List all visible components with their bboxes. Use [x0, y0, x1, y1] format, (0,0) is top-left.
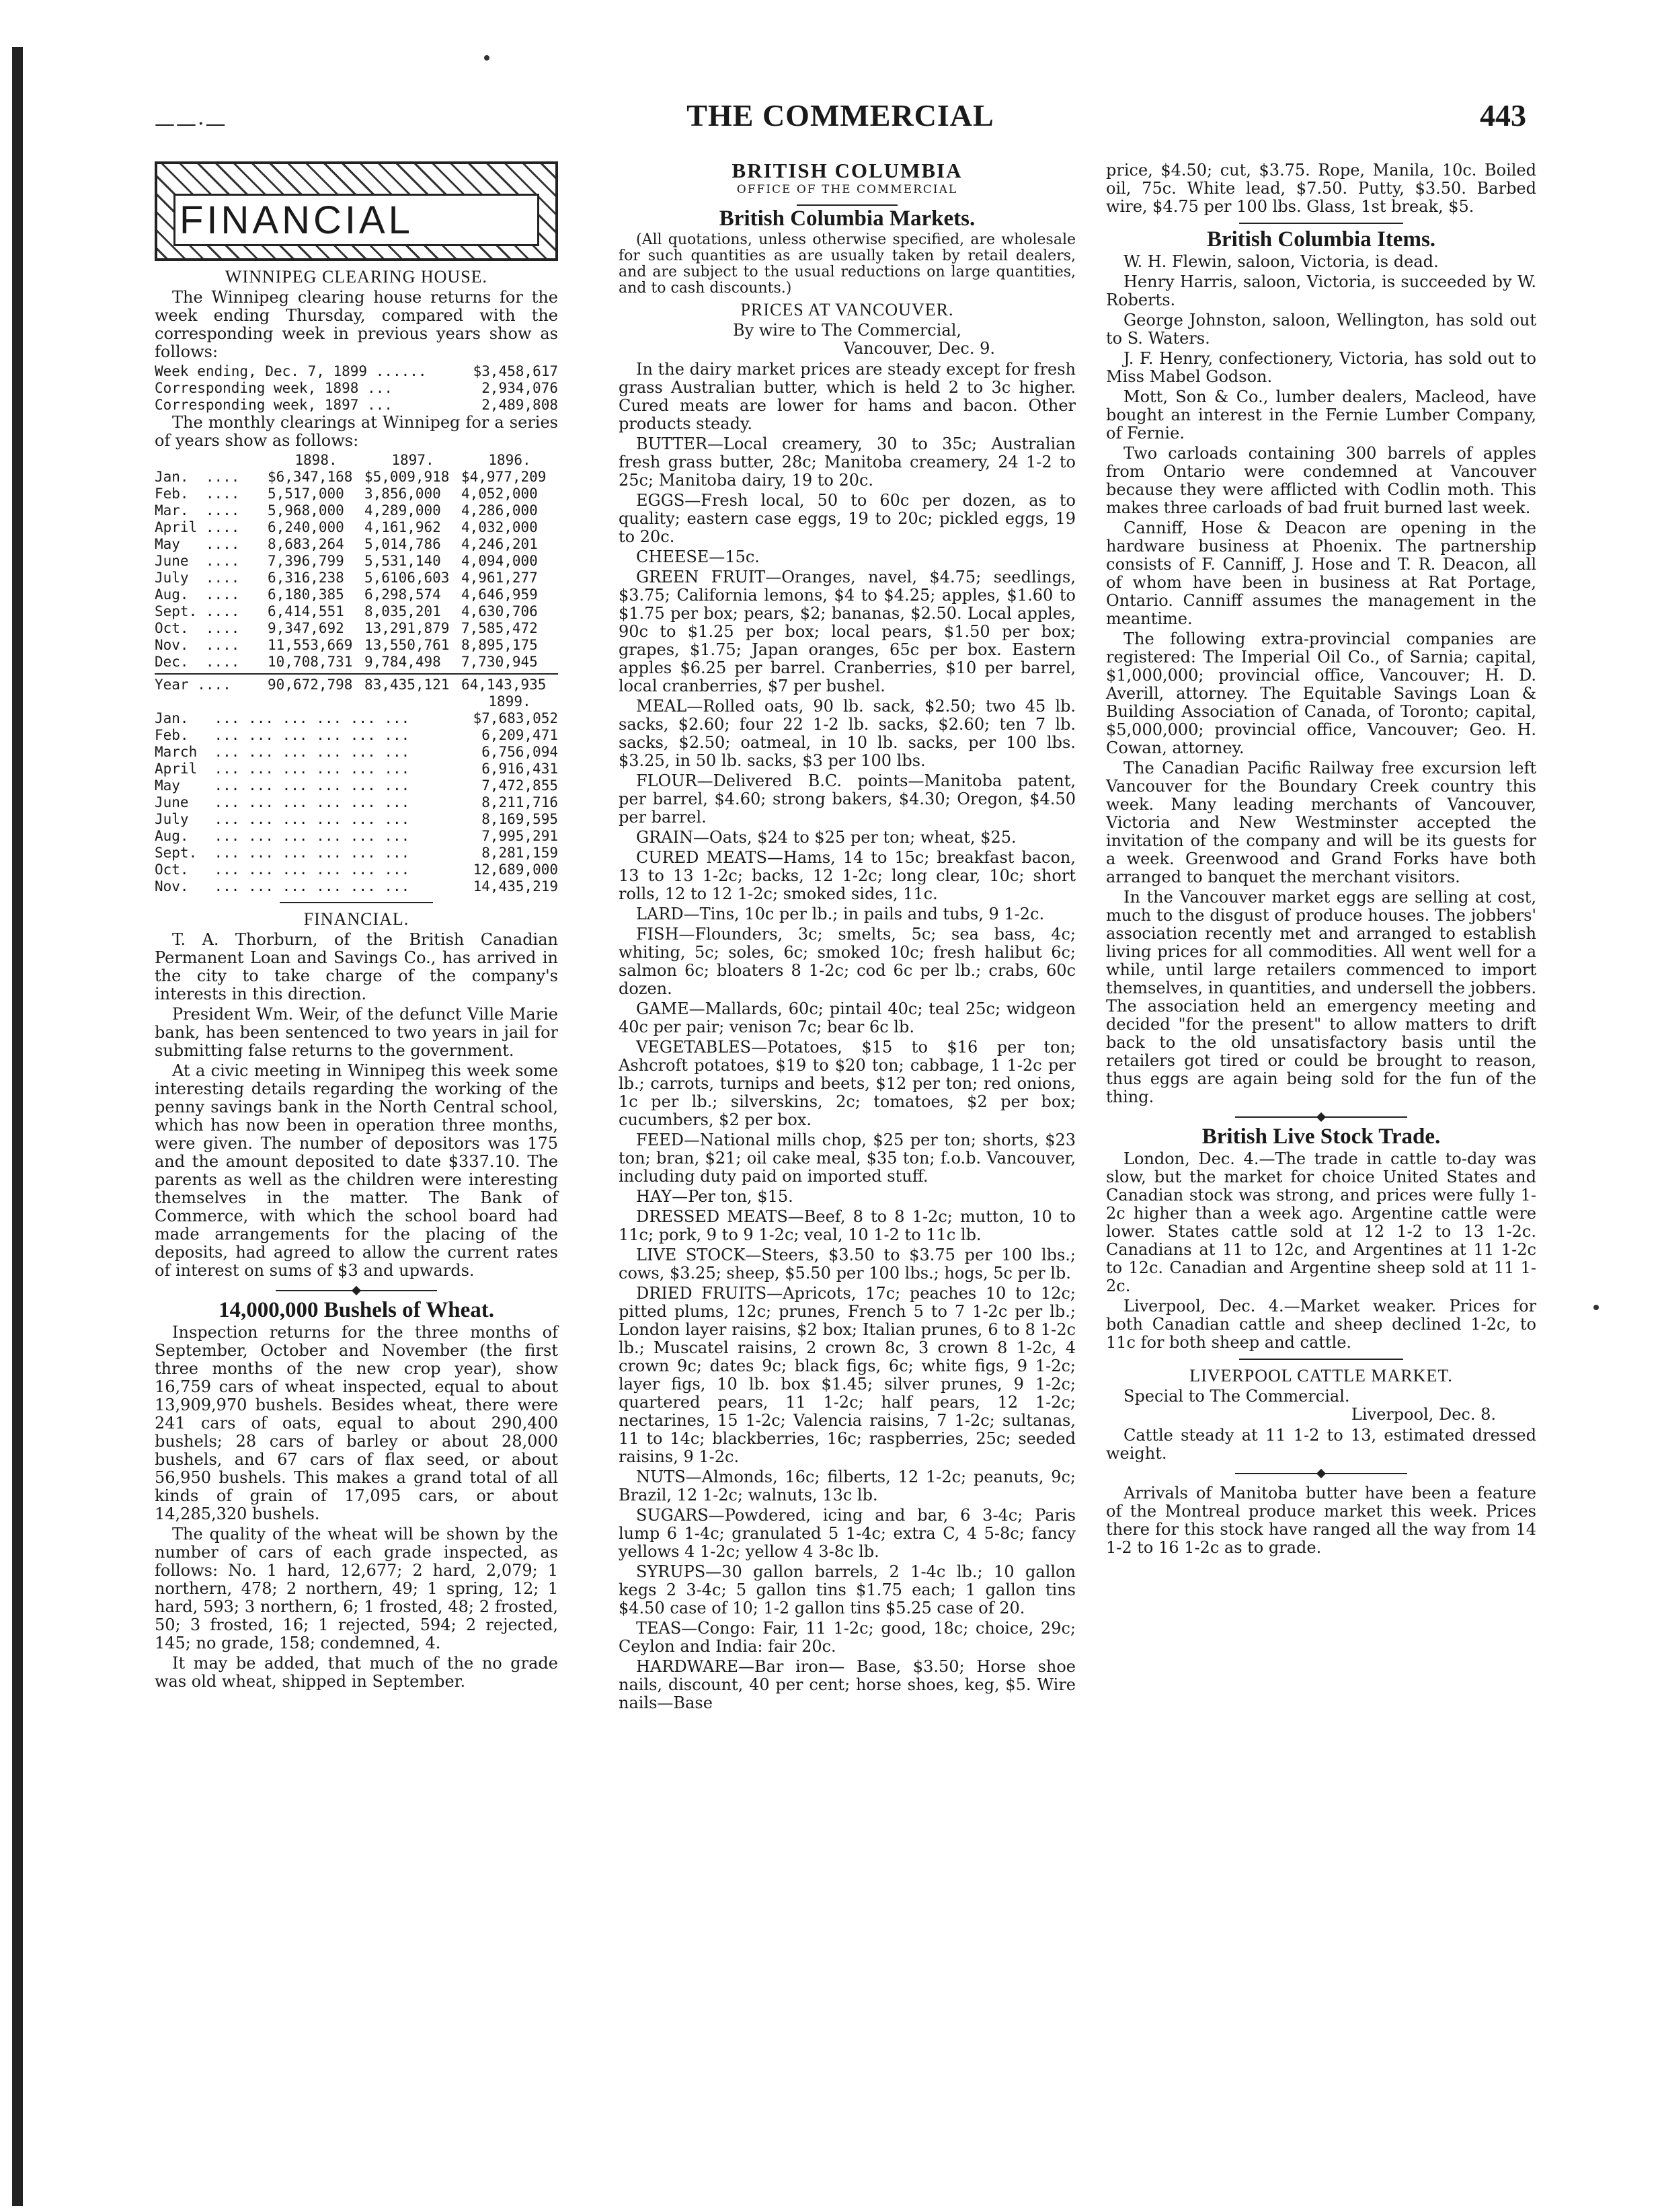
table-row — [155, 486, 558, 502]
news-item: The following extra-provincial companies are registered: The Imperial Oil Co., of Sarnia; capital, $1,000,000; provincial office, Vancouver; H. D. Averill, attorney. The Equitable Savings Loan & Building Association of Canada, of Toronto; capital, $5,000,000; provincial office, Vancouver; Geo. H. Cowan, attorney. — [1106, 630, 1536, 757]
cell: 6,916,431 — [481, 761, 558, 777]
quotation-paragraph: DRIED FRUITS—Apricots, 17c; peaches 10 to 12c; pitted plums, 12c; prunes, French 5 to 7 1-2c per lb.; London layer raisins, $2 box; Italian prunes, 6 to 8 1-2c lb.; Muscatel raisins, 2 crown 8c, 3 crown 8 1-2c, 4 crown 9c; dates 9c; black figs, 6c; white figs, 9 1-2c; layer figs, 10 lb. box $1.45; silver prunes, 9 1-2c; quartered pears, 11 1-2c; half pears, 12 1-2c; nectarines, 15 1-2c; Valencia raisins, 7 1-2c; sultanas, 11 to 14c; blackberries, 16c; raspberries, 25c; seeded raisins, 9 1-2c. — [619, 1284, 1076, 1466]
markets-heading: British Columbia Markets. — [719, 206, 976, 231]
cell: Corresponding week, 1897 ... — [155, 397, 393, 413]
clearing-house-heading: WINNIPEG CLEARING HOUSE. — [225, 267, 488, 287]
cell: Feb. .... — [155, 486, 240, 502]
quotation-paragraph: GREEN FRUIT—Oranges, navel, $4.75; seedlings, $3.75; California lemons, $4 to $4.25; apples, $1.60 to $1.75 per box; pears, $2; bananas, $2.50. Local apples, 90c to $1.25 per box; local pears, $1.50 per box; grapes, $1.75; Japan oranges, 65c per box. Eastern apples $6.25 per barrel. Cranberries, $10 per barrel, local cranberries, $7 per bushel. — [619, 568, 1076, 695]
speck — [1593, 1305, 1599, 1310]
weekly-clearings — [155, 363, 558, 414]
cell: Mar. .... — [155, 502, 240, 519]
table-row — [155, 536, 558, 553]
cell: Sept. .... — [155, 603, 240, 619]
publication-title: THE COMMERCIAL — [686, 98, 994, 132]
cell: 5,517,000 — [268, 486, 344, 502]
wheat-article — [155, 1324, 558, 1691]
page-number: 443 — [1480, 98, 1526, 132]
cell: 12,689,000 — [473, 862, 558, 878]
cell: April ... ... ... ... ... ... — [155, 761, 410, 777]
cell: $7,683,052 — [473, 710, 558, 726]
cell: 8,211,716 — [481, 794, 558, 810]
table-row — [155, 586, 558, 603]
divider — [276, 1287, 437, 1295]
table-row — [155, 620, 558, 637]
monthly-1899-table — [155, 710, 558, 895]
cell: 7,396,799 — [268, 553, 344, 569]
cell: 90,672,798 — [268, 677, 353, 693]
bc-items-list — [1106, 253, 1536, 1106]
cell: May .... — [155, 536, 240, 552]
divider — [280, 902, 433, 903]
quotation-paragraph: DRESSED MEATS—Beef, 8 to 8 1-2c; mutton, 10 to 11c; pork, 9 to 9 1-2c; veal, 10 1-2 to 11c lb. — [619, 1207, 1076, 1244]
cell: 6,180,385 — [268, 586, 344, 603]
market-quotations — [619, 360, 1076, 1712]
cell: 4,961,277 — [461, 570, 538, 586]
cell: 9,784,498 — [364, 654, 441, 670]
cell: $3,458,617 — [473, 363, 558, 379]
cell: 4,286,000 — [461, 502, 538, 519]
table-row — [155, 502, 558, 519]
year-header: 1897. — [391, 452, 434, 468]
cell: Year .... — [155, 677, 231, 693]
paragraph: The quality of the wheat will be shown by the number of cars of each grade inspected, as follows: No. 1 hard, 12,677; 2 hard, 2,079; 1 northern, 478; 2 northern, 49; 1 spring, 12; 1 hard, 593; 3 northern, 6; 1 frosted, 48; 2 frosted, 50; 3 frosted, 16; 1 rejected, 594; 2 rejected, 145; no grade, 158; condemned, 4. — [155, 1525, 558, 1652]
cell: 3,856,000 — [364, 486, 441, 502]
section-heading: BRITISH COLUMBIA — [732, 159, 963, 182]
cell: 7,995,291 — [481, 828, 558, 844]
cell: Jan. .... — [155, 469, 240, 485]
news-item: The Canadian Pacific Railway free excursion left Vancouver for the Boundary Creek country this week. Many leading merchants of Vancouver, Victoria and New Westminster accepted the invitation of the company and will be its guests for a week. Greenwood and Grand Forks have both arranged to banquet the merchant visitors. — [1106, 759, 1536, 886]
news-item: Mott, Son & Co., lumber dealers, Macleod, have bought an interest in the Fernie Lumber Company, of Fernie. — [1106, 387, 1536, 443]
cell: 5,6106,603 — [364, 570, 450, 586]
financial-banner — [155, 161, 558, 261]
cell: 5,014,786 — [364, 536, 441, 552]
cell: Sept. ... ... ... ... ... ... — [155, 845, 410, 861]
running-head — [155, 98, 1526, 138]
cell: Corresponding week, 1898 ... — [155, 380, 393, 396]
year-header: 1896. — [488, 452, 531, 468]
table-row — [155, 794, 558, 811]
cell: May ... ... ... ... ... ... — [155, 777, 410, 794]
cell: Nov. ... ... ... ... ... ... — [155, 878, 410, 894]
table-row — [155, 845, 558, 862]
markets-note: (All quotations, unless otherwise specified, are wholesale for such quantities as are usually taken by retail dealers, and are subject to the usual reductions on large quantities, and to cash discounts.) — [619, 231, 1076, 297]
quotation-paragraph: FEED—National mills chop, $25 per ton; shorts, $23 ton; bran, $21; oil cake meal, $35 ton; f.o.b. Vancouver, including duty paid on imported stuff. — [619, 1131, 1076, 1186]
livestock-heading: British Live Stock Trade. — [1201, 1124, 1441, 1149]
liverpool-heading: LIVERPOOL CATTLE MARKET. — [1189, 1366, 1453, 1385]
news-item: Henry Harris, saloon, Victoria, is succeeded by W. Roberts. — [1106, 272, 1536, 309]
table-row — [155, 710, 558, 727]
speck — [484, 55, 489, 61]
cell: 4,289,000 — [364, 502, 441, 519]
cell: Week ending, Dec. 7, 1899 ...... — [155, 363, 427, 379]
running-head-mark: ——·— — [155, 112, 227, 136]
quotation-paragraph: SUGARS—Powdered, icing and bar, 6 3-4c; Paris lump 6 1-4c; granulated 5 1-4c; extra C, 4 5-8c; fancy yellows 4 1-2c; yellow 4 3-8c lb. — [619, 1506, 1076, 1561]
cell: 13,291,879 — [364, 620, 450, 636]
table-row — [155, 570, 558, 586]
hardware-continued: price, $4.50; cut, $3.75. Rope, Manila, 10c. Boiled oil, 75c. White lead, $7.50. Putty, $3.50. Barbed wire, $4.75 per 100 lbs. Glass, 1st break, $5. — [1106, 161, 1536, 216]
quotation-paragraph: TEAS—Congo: Fair, 11 1-2c; good, 18c; choice, 29c; Ceylon and India: fair 20c. — [619, 1619, 1076, 1656]
news-item: George Johnston, saloon, Wellington, has sold out to S. Waters. — [1106, 311, 1536, 348]
quotation-paragraph: EGGS—Fresh local, 50 to 60c per dozen, as to quality; eastern case eggs, 19 to 20c; pickled eggs, 19 to 20c. — [619, 491, 1076, 546]
divider — [1239, 1359, 1403, 1360]
cell: 8,169,595 — [481, 811, 558, 827]
paragraph: It may be added, that much of the no grade was old wheat, shipped in September. — [155, 1654, 558, 1691]
financial-heading: FINANCIAL. — [303, 909, 409, 929]
table-row — [155, 519, 558, 536]
table-row — [155, 553, 558, 570]
cell: 4,630,706 — [461, 603, 538, 619]
year-header: 1898. — [294, 452, 338, 468]
column-2 — [619, 161, 1076, 1714]
news-item: J. F. Henry, confectionery, Victoria, has sold out to Miss Mabel Godson. — [1106, 349, 1536, 386]
table-row — [155, 603, 558, 620]
table-row — [155, 469, 558, 486]
weekly-row — [155, 380, 558, 397]
cell: July .... — [155, 570, 240, 586]
cell: $6,347,168 — [268, 469, 353, 485]
livestock-article — [1106, 1150, 1536, 1352]
cell: 2,489,808 — [481, 397, 558, 413]
table-row — [155, 654, 558, 671]
cell: 4,246,201 — [461, 536, 538, 552]
table-row — [155, 862, 558, 878]
scan-binding-edge — [12, 47, 23, 2206]
table-row — [155, 777, 558, 794]
quotation-paragraph: In the dairy market prices are steady except for fresh grass Australian butter, which is held 2 to 3c higher. Cured meats are lower for hams and bacon. Other products steady. — [619, 360, 1076, 433]
cell: 83,435,121 — [364, 677, 450, 693]
cell: 6,414,551 — [268, 603, 344, 619]
cell: 6,240,000 — [268, 519, 344, 535]
cell: 4,161,962 — [364, 519, 441, 535]
cell: July ... ... ... ... ... ... — [155, 811, 410, 827]
cell: Feb. ... ... ... ... ... ... — [155, 727, 410, 743]
cell: Jan. ... ... ... ... ... ... — [155, 710, 410, 726]
year-header: 1899. — [488, 693, 531, 710]
liverpool-dateline: Liverpool, Dec. 8. — [1351, 1405, 1496, 1424]
cell: 4,032,000 — [461, 519, 538, 535]
cell: Oct. .... — [155, 620, 240, 636]
paragraph: At a civic meeting in Winnipeg this week some interesting details regarding the working of the penny savings bank in the North Central school, which has now been in operation three months, were given. The number of depositors was 175 and the amount deposited to date $337.10. The parents as well as the children were interesting themselves in the matter. The Bank of Commerce, with which the school board had made arrangements for the placing of the deposits, had agreed to allow the current rates of interest on sums of $3 and upwards. — [155, 1061, 558, 1280]
paragraph: President Wm. Weir, of the defunct Ville Marie bank, has been sentenced to two years in jail for submitting false returns to the government. — [155, 1005, 558, 1060]
butter-paragraph: Arrivals of Manitoba butter have been a feature of the Montreal produce market this week. Prices there for this stock have ranged all the way from 14 1-2 to 16 1-2c as to grade. — [1106, 1484, 1536, 1557]
monthly-clearings-table — [155, 469, 558, 671]
cell: 8,281,159 — [481, 845, 558, 861]
prices-heading: PRICES AT VANCOUVER. — [740, 300, 954, 319]
year-1899-header — [155, 693, 558, 710]
cell: 6,316,238 — [268, 570, 344, 586]
news-item: W. H. Flewin, saloon, Victoria, is dead. — [1123, 252, 1439, 271]
divider — [1239, 223, 1403, 224]
table-row — [155, 727, 558, 744]
cell: June .... — [155, 553, 240, 569]
weekly-row — [155, 397, 558, 414]
table-row — [155, 878, 558, 895]
cell: 4,052,000 — [461, 486, 538, 502]
divider — [1235, 1470, 1407, 1478]
news-item: Canniff, Hose & Deacon are opening in the hardware business at Phoenix. The partnership consists of F. Canniff, J. Hose and T. R. Deacon, all of whom have been in business at Rat Portage, Ontario. Canniff assumes the management in the meantime. — [1106, 519, 1536, 628]
quotation-paragraph: CURED MEATS—Hams, 14 to 15c; breakfast bacon, 13 to 13 1-2c; backs, 12 1-2c; long clear, 10c; short rolls, 12 to 12 1-2c; smoked sides, 11c. — [619, 848, 1076, 903]
wheat-heading: 14,000,000 Bushels of Wheat. — [218, 1298, 495, 1322]
cell: Dec. .... — [155, 654, 240, 670]
quotation-paragraph: LIVE STOCK—Steers, $3.50 to $3.75 per 100 lbs.; cows, $3.25; sheep, $5.50 per 100 lbs.; hogs, 5c per lb. — [619, 1246, 1076, 1283]
paragraph: T. A. Thorburn, of the British Canadian Permanent Loan and Savings Co., has arrived in the city to take charge of the company's interests in this direction. — [155, 930, 558, 1003]
weekly-row — [155, 363, 558, 380]
cell: 5,531,140 — [364, 553, 441, 569]
cell: 8,895,175 — [461, 637, 538, 653]
cell: Aug. ... ... ... ... ... ... — [155, 828, 410, 844]
cell: 6,756,094 — [481, 744, 558, 760]
cell: Aug. .... — [155, 586, 240, 603]
news-item: In the Vancouver market eggs are selling at cost, much to the disgust of produce houses. The jobbers' association recently met and arranged to establish living prices for all commodities. All went well for a while, until large retailers commenced to import themselves, in quantities, and undersell the jobbers. The association held an emergency meeting and decided "for the present" to allow matters to drift back to the old unsatisfactory basis until the retailers got tired or could be brought to reason, thus eggs are again being sold for the fun of the thing. — [1106, 888, 1536, 1106]
cell: March ... ... ... ... ... ... — [155, 744, 410, 760]
table-row — [155, 637, 558, 654]
cell: 7,585,472 — [461, 620, 538, 636]
quotation-paragraph: BUTTER—Local creamery, 30 to 35c; Australian fresh grass butter, 28c; Manitoba creamery, 24 1-2 to 25c; Manitoba dairy, 19 to 20c. — [619, 434, 1076, 490]
divider — [1235, 1113, 1407, 1121]
quotation-paragraph: GRAIN—Oats, $24 to $25 per ton; wheat, $25. — [636, 828, 1017, 847]
cell: 8,035,201 — [364, 603, 441, 619]
quotation-paragraph: CHEESE—15c. — [636, 547, 760, 566]
cell: Oct. ... ... ... ... ... ... — [155, 862, 410, 878]
quotation-paragraph: SYRUPS—30 gallon barrels, 2 1-4c lb.; 10 gallon kegs 2 3-4c; 5 gallon tins $1.75 each; 1 gallon tins $4.50 case of 10; 1-2 gallon tins $5.25 case of 20. — [619, 1562, 1076, 1617]
cell: June ... ... ... ... ... ... — [155, 794, 410, 810]
news-item: Two carloads containing 300 barrels of apples from Ontario were condemned at Vancouver because they were afflicted with Codlin moth. This makes three carloads of bad fruit burned last week. — [1106, 444, 1536, 517]
cell: 6,298,574 — [364, 586, 441, 603]
cell: 4,646,959 — [461, 586, 538, 603]
cell: 11,553,669 — [268, 637, 353, 653]
paragraph: London, Dec. 4.—The trade in cattle to-day was slow, but the market for choice United States and Canadian stock was strong, and prices were fully 1-2c higher than a week ago. Argentine cattle were lower. States cattle sold at 12 1-2 to 13 1-2c. Canadians at 11 to 12c, and Argentines at 11 1-2c to 12c. Canadian and Argentine sheep sold at 11 1-2c. — [1106, 1149, 1536, 1295]
cell: 7,730,945 — [461, 654, 538, 670]
quotation-paragraph: MEAL—Rolled oats, 90 lb. sack, $2.50; two 45 lb. sacks, $2.60; four 22 1-2 lb. sacks, $2.60; ten 7 lb. sacks, $2.50; oatmeal, in 10 lb. sacks, per 100 lbs. $3.25, in 50 lb. sacks, $3 per 100 lbs. — [619, 697, 1076, 770]
cell: 4,094,000 — [461, 553, 538, 569]
quotation-paragraph: VEGETABLES—Potatoes, $15 to $16 per ton; Ashcroft potatoes, $19 to $20 ton; cabbage, 1 1-2c per lb.; carrots, turnips and beets, $12 per ton; red onions, 1c per lb.; silverskins, 2c; tomatoes, $2 per box; cucumbers, $2 per box. — [619, 1038, 1076, 1129]
cell: April .... — [155, 519, 240, 535]
quotation-paragraph: HAY—Per ton, $15. — [636, 1187, 793, 1206]
cell: 64,143,935 — [461, 677, 547, 693]
cell: Nov. .... — [155, 637, 240, 653]
clearing-intro: The Winnipeg clearing house returns for the week ending Thursday, compared with the corresponding week in previous years show as follows: — [155, 288, 558, 361]
cell: $5,009,918 — [364, 469, 450, 485]
column-3 — [1106, 161, 1536, 1559]
table-row — [155, 744, 558, 761]
year-total-row — [155, 673, 558, 693]
divider — [797, 204, 898, 206]
cell: 2,934,076 — [481, 380, 558, 396]
cell: 8,683,264 — [268, 536, 344, 552]
cell: 13,550,761 — [364, 637, 450, 653]
table-row — [155, 811, 558, 828]
quotation-paragraph: FLOUR—Delivered B.C. points—Manitoba patent, per barrel, $4.60; strong bakers, $4.30; Oregon, $4.50 per barrel. — [619, 771, 1076, 827]
cell: 9,347,692 — [268, 620, 344, 636]
monthly-intro: The monthly clearings at Winnipeg for a series of years show as follows: — [155, 413, 558, 450]
liverpool-special: Special to The Commercial. — [1123, 1387, 1350, 1406]
column-1 — [155, 161, 558, 1693]
section-subheading: OFFICE OF THE COMMERCIAL — [736, 183, 958, 196]
cell: 14,435,219 — [473, 878, 558, 894]
cell: $4,977,209 — [461, 469, 547, 485]
paragraph: Liverpool, Dec. 4.—Market weaker. Prices for both Canadian cattle and sheep declined 1-2c, to 11c for both sheep and cattle. — [1106, 1297, 1536, 1352]
quotation-paragraph: LARD—Tins, 10c per lb.; in pails and tubs, 9 1-2c. — [636, 905, 1045, 923]
monthly-year-headers — [155, 452, 558, 469]
cell: 5,968,000 — [268, 502, 344, 519]
dateline: Vancouver, Dec. 9. — [843, 339, 995, 358]
quotation-paragraph: HARDWARE—Bar iron— Base, $3.50; Horse shoe nails, discount, 40 per cent; horse shoes, keg, $5. Wire nails—Base — [619, 1657, 1076, 1712]
cell: 7,472,855 — [481, 777, 558, 794]
wire-line: By wire to The Commercial, — [732, 321, 962, 340]
paragraph: Inspection returns for the three months of September, October and November (the first three months of the new crop year), show 16,759 cars of wheat inspected, equal to about 13,909,970 bushels. Besides wheat, there were 241 cars of oats, equal to about 290,400 bushels; 28 cars of barley or about 28,000 bushels, and 67 cars of flax seed, or about 56,950 bushels. This makes a grand total of all kinds of grain of 17,095 cars, or about 14,285,320 bushels. — [155, 1323, 558, 1523]
banner-title: FINANCIAL — [180, 198, 413, 242]
items-heading: British Columbia Items. — [1206, 227, 1436, 252]
financial-article — [155, 931, 558, 1280]
liverpool-paragraph: Cattle steady at 11 1-2 to 13, estimated dressed weight. — [1106, 1426, 1536, 1463]
quotation-paragraph: FISH—Flounders, 3c; smelts, 5c; sea bass, 4c; whiting, 5c; soles, 6c; smoked 10c; fresh halibut 6c; salmon 6c; bloaters 8 1-2c; cod 6c per lb.; crabs, 60c dozen. — [619, 925, 1076, 998]
table-row — [155, 828, 558, 845]
quotation-paragraph: NUTS—Almonds, 16c; filberts, 12 1-2c; peanuts, 9c; Brazil, 12 1-2c; walnuts, 13c lb. — [619, 1467, 1076, 1504]
cell: 10,708,731 — [268, 654, 353, 670]
cell: 6,209,471 — [481, 727, 558, 743]
table-row — [155, 761, 558, 777]
quotation-paragraph: GAME—Mallards, 60c; pintail 40c; teal 25c; widgeon 40c per pair; venison 7c; bear 6c lb. — [619, 999, 1076, 1036]
